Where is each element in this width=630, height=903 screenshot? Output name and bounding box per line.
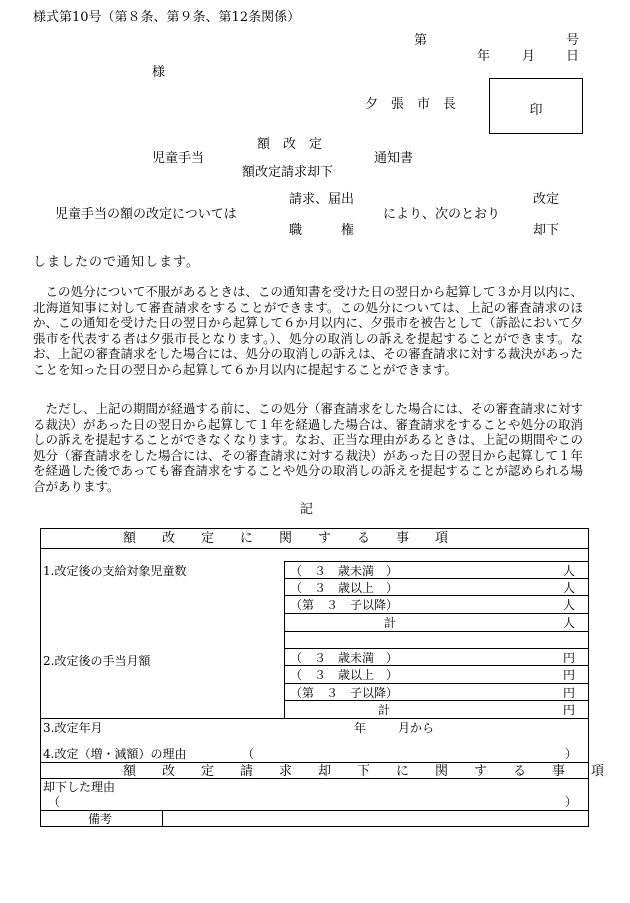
date-day-label: 日 xyxy=(566,49,580,64)
rejection-section-header: 額 改 定 請 求 却 下 に 関 す る 事 項 xyxy=(123,764,605,779)
title-option-revision: 額 改 定 xyxy=(257,137,323,152)
reason-paren-open: （ xyxy=(242,747,255,761)
record-heading: 記 xyxy=(300,502,314,517)
children-under3-label: （ ３ 歳未満 ） xyxy=(290,564,399,578)
intro-option-request: 請求、届出 xyxy=(289,192,355,207)
revision-date-year: 年 xyxy=(354,721,367,735)
title-left: 児童手当 xyxy=(152,151,205,166)
intro-result-reject: 却下 xyxy=(533,223,560,238)
children-total-unit: 人 xyxy=(563,616,576,630)
allowance-over3-unit: 円 xyxy=(563,668,576,682)
title-option-reject: 額改定請求却下 xyxy=(242,165,334,180)
number-suffix: 号 xyxy=(566,33,580,48)
allowance-total-unit: 円 xyxy=(563,703,576,717)
intro-lead: 児童手当の額の改定については xyxy=(55,207,237,222)
intro-closing: しましたので通知します。 xyxy=(33,255,200,270)
children-total-label: 計 xyxy=(384,616,397,630)
allowance-total-label: 計 xyxy=(378,703,391,717)
reason-paren-close: ） xyxy=(565,747,578,761)
children-over3-label: （ ３ 歳以上 ） xyxy=(290,581,399,595)
seal-box xyxy=(489,78,583,134)
allowance-under3-label: （ ３ 歳未満 ） xyxy=(290,651,399,665)
date-year-label: 年 xyxy=(477,49,491,64)
mayor-title: 夕 張 市 長 xyxy=(365,97,457,112)
appeal-notice-paragraph-2: ただし、上記の期間が経過する前に、この処分（審査請求をした場合には、その審査請求に対する裁決）があった日の翌日から起算して１年を経過した場合は、審査請求をすることや処分の取消しの訴えを提起することができなくなります。なお、正当な理由があるときは、上記の期間やこの処分（審査請求をした場合には、その審査請求に対する裁決）があった日の翌日から起算して１年を経過した後であっても審査請求をすることや処分の取消しの訴えを提起することが認められる場合があります。 xyxy=(33,401,584,494)
children-third-label: （第 ３ 子以降） xyxy=(290,598,399,612)
row-revision-reason-label: 4.改定（増・減額）の理由 xyxy=(43,747,187,761)
title-right: 通知書 xyxy=(374,151,414,166)
intro-option-ex-officio: 職 権 xyxy=(289,223,355,238)
allowance-third-label: （第 ３ 子以降） xyxy=(290,686,399,700)
form-number: 様式第10号（第８条、第９条、第12条関係） xyxy=(33,10,301,25)
children-third-unit: 人 xyxy=(563,598,576,612)
remarks-label: 備考 xyxy=(88,812,113,826)
row-revision-date-label: 3.改定年月 xyxy=(43,721,103,735)
rejection-paren-close: ） xyxy=(565,795,578,809)
revision-date-month: 月から xyxy=(398,721,435,735)
number-prefix: 第 xyxy=(414,33,428,48)
revision-section-header: 額 改 定 に 関 す る 事 項 xyxy=(123,531,449,546)
seal-label: 印 xyxy=(529,103,543,118)
intro-result-revision: 改定 xyxy=(533,192,560,207)
date-month-label: 月 xyxy=(522,49,536,64)
appeal-notice-paragraph-1: この処分について不服があるときは、この通知書を受けた日の翌日から起算して３か月以内に、北海道知事に対して審査請求をすることができます。この処分については、上記の審査請求のほか、この通知を受けた日の翌日から起算して６か月以内に、夕張市を被告として（訴訟において夕張市を代表する者は夕張市長となります。）、処分の取消しの訴えを提起することができます。なお、上記の審査請求をした場合には、処分の取消しの訴えは、その審査請求に対する裁決があったことを知った日の翌日から起算して６か月以内に提起することができます。 xyxy=(33,284,584,377)
row-monthly-allowance-label: 2.改定後の手当月額 xyxy=(43,654,151,668)
allowance-third-unit: 円 xyxy=(563,686,576,700)
children-over3-unit: 人 xyxy=(563,581,576,595)
row-eligible-children-label: 1.改定後の支給対象児童数 xyxy=(43,564,187,578)
rejection-reason-label: 却下した理由 xyxy=(43,780,116,794)
allowance-under3-unit: 円 xyxy=(563,651,576,665)
recipient-honorific: 様 xyxy=(152,65,166,80)
children-under3-unit: 人 xyxy=(563,564,576,578)
allowance-over3-label: （ ３ 歳以上 ） xyxy=(290,668,399,682)
rejection-paren-open: （ xyxy=(48,795,61,809)
intro-middle: により、次のとおり xyxy=(383,207,501,222)
